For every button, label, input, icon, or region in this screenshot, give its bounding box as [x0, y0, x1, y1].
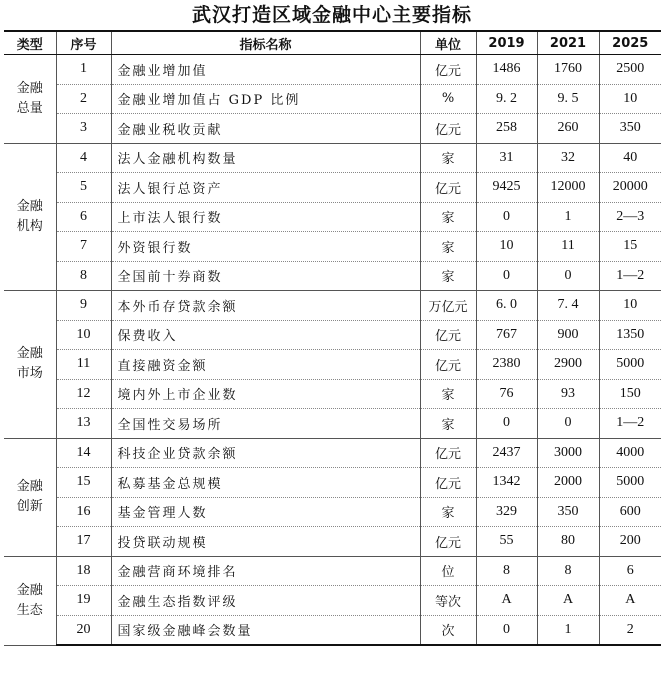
indicator-table — [4, 30, 661, 646]
value-2025: 10 — [599, 84, 661, 114]
value-2021: 7. 4 — [537, 291, 599, 321]
table-row — [4, 143, 661, 173]
value-2021: 900 — [537, 320, 599, 350]
value-2025: 150 — [599, 379, 661, 409]
indicator-name: 金融业税收贡献 — [111, 114, 420, 144]
value-2021: 260 — [537, 114, 599, 144]
unit-cell: 等次 — [420, 586, 476, 616]
category-cell — [4, 438, 56, 556]
unit-cell: 亿元 — [420, 173, 476, 203]
table-row — [4, 527, 661, 557]
category-cell — [4, 556, 56, 645]
unit-cell: 位 — [420, 556, 476, 586]
value-2025: 6 — [599, 556, 661, 586]
row-number: 15 — [56, 468, 111, 498]
value-2025: 1350 — [599, 320, 661, 350]
category-label-line1: 金融 — [16, 198, 43, 214]
value-2025: 5000 — [599, 350, 661, 380]
row-number: 17 — [56, 527, 111, 557]
header-2019: 2019 — [476, 31, 537, 55]
indicator-name: 外资银行数 — [111, 232, 420, 262]
row-number: 6 — [56, 202, 111, 232]
row-number: 3 — [56, 114, 111, 144]
table-row — [4, 173, 661, 203]
indicator-name: 科技企业贷款余额 — [111, 438, 420, 468]
row-number: 18 — [56, 556, 111, 586]
value-2021: 12000 — [537, 173, 599, 203]
unit-cell: 亿元 — [420, 350, 476, 380]
indicator-name: 上市法人银行数 — [111, 202, 420, 232]
header-type: 类型 — [4, 31, 56, 55]
indicator-name: 全国性交易场所 — [111, 409, 420, 439]
unit-cell: 亿元 — [420, 114, 476, 144]
row-number: 5 — [56, 173, 111, 203]
value-2019: 0 — [476, 615, 537, 645]
value-2025: 2—3 — [599, 202, 661, 232]
value-2021: 8 — [537, 556, 599, 586]
indicator-name: 保费收入 — [111, 320, 420, 350]
value-2019: 31 — [476, 143, 537, 173]
indicator-name: 本外币存贷款余额 — [111, 291, 420, 321]
value-2019: 2437 — [476, 438, 537, 468]
value-2021: 11 — [537, 232, 599, 262]
value-2025: 1—2 — [599, 261, 661, 291]
value-2021: 0 — [537, 409, 599, 439]
value-2019: A — [476, 586, 537, 616]
value-2019: 9425 — [476, 173, 537, 203]
category-cell — [4, 143, 56, 291]
value-2025: 200 — [599, 527, 661, 557]
value-2019: 0 — [476, 261, 537, 291]
unit-cell: 亿元 — [420, 468, 476, 498]
indicator-name: 国家级金融峰会数量 — [111, 615, 420, 645]
category-label-line2: 市场 — [16, 366, 43, 382]
value-2025: 350 — [599, 114, 661, 144]
table-title: 武汉打造区域金融中心主要指标 — [191, 4, 472, 26]
value-2025: 2500 — [599, 55, 661, 85]
value-2019: 8 — [476, 556, 537, 586]
value-2021: 32 — [537, 143, 599, 173]
unit-cell: 家 — [420, 261, 476, 291]
category-label-line1: 金融 — [16, 479, 43, 494]
value-2019: 76 — [476, 379, 537, 409]
row-number: 2 — [56, 84, 111, 114]
unit-cell: 万亿元 — [420, 291, 476, 321]
value-2021: 1 — [537, 615, 599, 645]
indicator-name: 投贷联动规模 — [111, 527, 420, 557]
value-2025: 40 — [599, 143, 661, 173]
value-2025: 20000 — [599, 173, 661, 203]
value-2021: 0 — [537, 261, 599, 291]
row-number: 20 — [56, 615, 111, 645]
category-label-line2: 总量 — [16, 100, 43, 116]
unit-cell: 家 — [420, 409, 476, 439]
indicator-name: 金融业增加值占 GDP 比例 — [111, 84, 420, 114]
category-label-line2: 创新 — [16, 499, 43, 514]
row-number: 4 — [56, 143, 111, 173]
value-2025: 600 — [599, 497, 661, 527]
indicator-name: 金融生态指数评级 — [111, 586, 420, 616]
value-2021: 3000 — [537, 438, 599, 468]
header-name: 指标名称 — [111, 31, 420, 55]
row-number: 12 — [56, 379, 111, 409]
category-cell — [4, 291, 56, 439]
table-row — [4, 55, 661, 85]
unit-cell: 家 — [420, 497, 476, 527]
table-row — [4, 497, 661, 527]
value-2025: 1—2 — [599, 409, 661, 439]
value-2025: 4000 — [599, 438, 661, 468]
table-row — [4, 468, 661, 498]
header-unit: 单位 — [420, 31, 476, 55]
header-no: 序号 — [56, 31, 111, 55]
value-2025: 5000 — [599, 468, 661, 498]
value-2021: 2900 — [537, 350, 599, 380]
table-row — [4, 84, 661, 114]
row-number: 7 — [56, 232, 111, 262]
value-2019: 767 — [476, 320, 537, 350]
row-number: 19 — [56, 586, 111, 616]
indicator-name: 法人金融机构数量 — [111, 143, 420, 173]
value-2021: 80 — [537, 527, 599, 557]
value-2021: 2000 — [537, 468, 599, 498]
indicator-name: 法人银行总资产 — [111, 173, 420, 203]
value-2021: 9. 5 — [537, 84, 599, 114]
unit-cell: 家 — [420, 143, 476, 173]
value-2021: 350 — [537, 497, 599, 527]
value-2025: 15 — [599, 232, 661, 262]
row-number: 16 — [56, 497, 111, 527]
value-2019: 55 — [476, 527, 537, 557]
header-2025: 2025 — [599, 31, 661, 55]
value-2019: 2380 — [476, 350, 537, 380]
unit-cell: 次 — [420, 615, 476, 645]
category-label-line2: 生态 — [16, 602, 43, 618]
table-header — [4, 31, 661, 55]
table-row — [4, 379, 661, 409]
table-row — [4, 556, 661, 586]
table-row — [4, 291, 661, 321]
value-2021: A — [537, 586, 599, 616]
value-2021: 1 — [537, 202, 599, 232]
table-row — [4, 350, 661, 380]
category-cell — [4, 55, 56, 144]
table-row — [4, 320, 661, 350]
row-number: 1 — [56, 55, 111, 85]
category-label-line2: 机构 — [16, 218, 43, 234]
category-label-line1: 金融 — [16, 346, 43, 362]
indicator-name: 境内外上市企业数 — [111, 379, 420, 409]
unit-cell: 家 — [420, 202, 476, 232]
indicator-name: 金融营商环境排名 — [111, 556, 420, 586]
value-2025: 2 — [599, 615, 661, 645]
row-number: 13 — [56, 409, 111, 439]
unit-cell: 亿元 — [420, 527, 476, 557]
table-row — [4, 114, 661, 144]
indicator-name: 基金管理人数 — [111, 497, 420, 527]
table-row — [4, 202, 661, 232]
row-number: 11 — [56, 350, 111, 380]
table-row — [4, 409, 661, 439]
table-row — [4, 438, 661, 468]
value-2019: 10 — [476, 232, 537, 262]
value-2019: 0 — [476, 409, 537, 439]
indicator-name: 私募基金总规模 — [111, 468, 420, 498]
row-number: 10 — [56, 320, 111, 350]
value-2025: 10 — [599, 291, 661, 321]
table-row — [4, 615, 661, 645]
category-label-line1: 金融 — [16, 582, 43, 598]
value-2021: 1760 — [537, 55, 599, 85]
value-2019: 6. 0 — [476, 291, 537, 321]
table-body — [4, 55, 661, 646]
table-row — [4, 232, 661, 262]
unit-cell: 家 — [420, 232, 476, 262]
table-row — [4, 586, 661, 616]
row-number: 8 — [56, 261, 111, 291]
unit-cell: 家 — [420, 379, 476, 409]
unit-cell: % — [420, 84, 476, 114]
value-2025: A — [599, 586, 661, 616]
value-2021: 93 — [537, 379, 599, 409]
value-2019: 0 — [476, 202, 537, 232]
indicator-name: 全国前十券商数 — [111, 261, 420, 291]
unit-cell: 亿元 — [420, 55, 476, 85]
indicator-name: 直接融资金额 — [111, 350, 420, 380]
unit-cell: 亿元 — [420, 320, 476, 350]
value-2019: 258 — [476, 114, 537, 144]
value-2019: 9. 2 — [476, 84, 537, 114]
category-label-line1: 金融 — [16, 80, 43, 96]
value-2019: 1342 — [476, 468, 537, 498]
indicator-name: 金融业增加值 — [111, 55, 420, 85]
row-number: 14 — [56, 438, 111, 468]
table-row — [4, 261, 661, 291]
row-number: 9 — [56, 291, 111, 321]
unit-cell: 亿元 — [420, 438, 476, 468]
header-2021: 2021 — [537, 31, 599, 55]
value-2019: 1486 — [476, 55, 537, 85]
value-2019: 329 — [476, 497, 537, 527]
